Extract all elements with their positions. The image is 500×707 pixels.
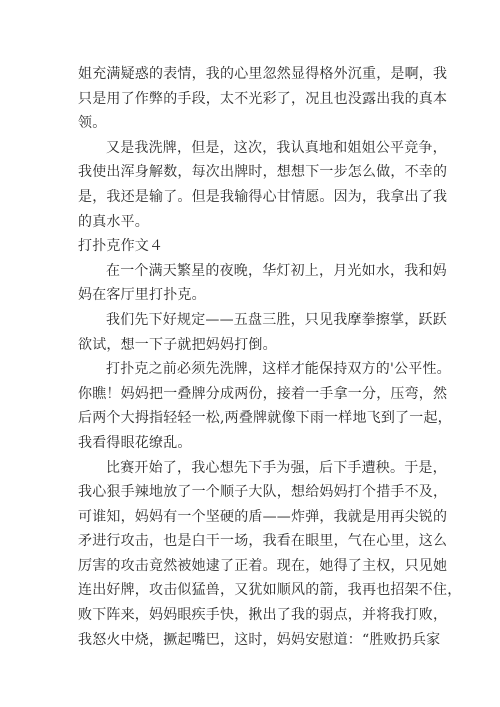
- text-line: 你瞧！妈妈把一叠牌分成两份，接着一手拿一分，压弯，然: [78, 385, 448, 402]
- paragraph-3: [78, 259, 447, 308]
- text-line: 我看得眼花缭乱。: [78, 434, 192, 451]
- text-line: 我怒火中烧，撅起嘴巴，这时，妈妈安慰道：“胜败扔兵家: [78, 631, 441, 648]
- text-line: 妈在客厅里打扑克。: [78, 287, 206, 304]
- text-line: 在一个满天繁星的夜晚，华灯初上，月光如水，我和妈: [106, 262, 447, 279]
- text-line: 我使出浑身解数，每次出牌时，想想下一步怎么做，不幸的: [78, 164, 448, 181]
- paragraph-2: [78, 136, 448, 234]
- text-line: 的真水平。: [78, 213, 149, 230]
- text-line: 矛进行攻击，也是白干一场，我看在眼里，气在心里，这么: [78, 533, 448, 550]
- paragraph-1: [78, 62, 448, 136]
- text-line: 后两个大拇指轻轻一松,两叠牌就像下雨一样地飞到了一起，: [78, 410, 452, 427]
- text-line: 厉害的攻击竟然被她逮了正着。现在，她得了主权，只见她: [78, 557, 448, 574]
- text-line: 是，我还是输了。但是我输得心甘情愿。因为，我拿出了我: [78, 188, 448, 205]
- text-line: 只是用了作弊的手段，太不光彩了，况且也没露出我的真本: [78, 90, 448, 107]
- text-line: 又是我洗牌，但是，这次，我认真地和姐姐公平竞争，: [106, 139, 447, 156]
- text-line: 败下阵来，妈妈眼疾手快，揪出了我的弱点，并将我打败，: [78, 607, 448, 624]
- document-page: [78, 62, 462, 652]
- section-heading: [78, 234, 430, 259]
- text-line: 连出好牌，攻击似猛兽，又犹如顺风的箭，我再也招架不住，: [78, 582, 462, 599]
- text-line: 欲试，想一下子就把妈妈打倒。: [78, 336, 277, 353]
- paragraph-4: [78, 308, 447, 357]
- paragraph-5: [78, 357, 452, 455]
- text-line: 领。: [78, 115, 107, 132]
- paragraph-6: [78, 456, 462, 653]
- text-line: 可谁知，妈妈有一个坚硬的盾——炸弹，我就是用再尖锐的: [78, 508, 448, 525]
- text-line: 我们先下好规定——五盘三胜，只见我摩拳擦掌，跃跃: [106, 311, 447, 328]
- text-line: 姐充满疑惑的表情，我的心里忽然显得格外沉重，是啊，我: [78, 66, 448, 82]
- text-line: 我心狠手辣地放了一个顺子大队，想给妈妈打个措手不及，: [78, 484, 448, 501]
- text-line: 比赛开始了，我心想先下手为强，后下手遭秧。于是，: [106, 459, 447, 476]
- text-line: 打扑克之前必须先洗牌，这样才能保持双方的'公平性。: [106, 361, 451, 378]
- heading-text: 打扑克作文４: [78, 238, 164, 255]
